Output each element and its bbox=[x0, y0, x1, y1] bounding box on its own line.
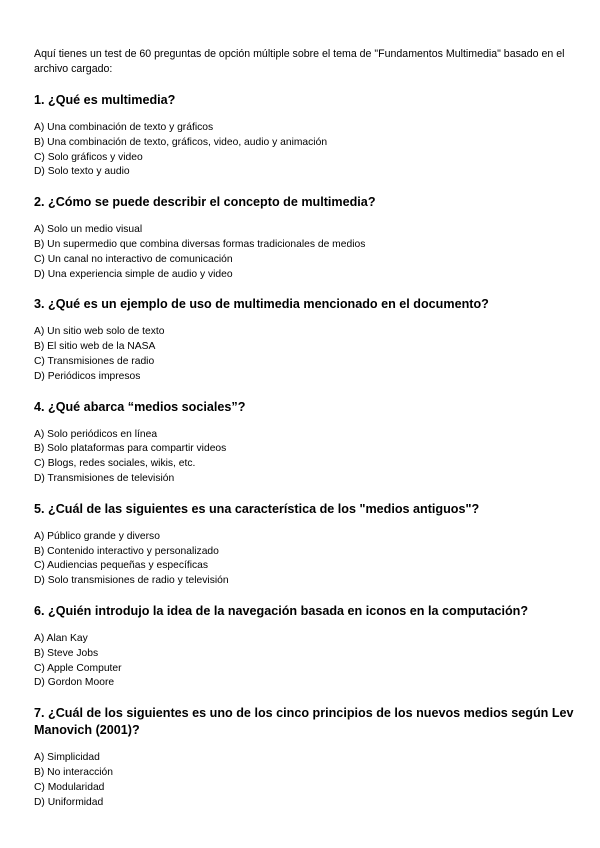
answer-options bbox=[34, 223, 574, 282]
answer-option: B) Contenido interactivo y personalizado bbox=[34, 545, 219, 557]
question-block bbox=[34, 296, 574, 384]
answer-option: D) Gordon Moore bbox=[34, 677, 115, 689]
answer-options bbox=[34, 632, 574, 691]
answer-option: D) Una experiencia simple de audio y video bbox=[34, 268, 233, 280]
answer-option: B) Una combinación de texto, gráficos, video, audio y animación bbox=[34, 136, 328, 148]
question-title: 4. ¿Qué abarca “medios sociales”? bbox=[34, 399, 246, 414]
answer-option: A) Público grande y diverso bbox=[34, 530, 160, 542]
answer-options bbox=[34, 530, 574, 589]
document-page bbox=[34, 47, 574, 824]
question-block bbox=[34, 399, 574, 487]
answer-option: B) El sitio web de la NASA bbox=[34, 341, 156, 353]
question-title: 3. ¿Qué es un ejemplo de uso de multimedia mencionado en el documento? bbox=[34, 297, 489, 312]
answer-option: A) Solo un medio visual bbox=[34, 224, 143, 236]
question-title: 7. ¿Cuál de los siguientes es uno de los cinco principios de los nuevos medios según Lev Manovich (2001)? bbox=[34, 706, 574, 738]
answer-option: C) Apple Computer bbox=[34, 662, 122, 674]
answer-option: D) Solo transmisiones de radio y televisión bbox=[34, 575, 229, 587]
answer-option: B) Solo plataformas para compartir videos bbox=[34, 443, 227, 455]
answer-option: A) Una combinación de texto y gráficos bbox=[34, 122, 214, 133]
question-title: 1. ¿Qué es multimedia? bbox=[34, 93, 176, 107]
answer-option: D) Transmisiones de televisión bbox=[34, 472, 175, 484]
answer-option: C) Transmisiones de radio bbox=[34, 355, 155, 367]
intro-text: Aquí tienes un test de 60 preguntas de opción múltiple sobre el tema de "Fundamentos Multimedia" basado en el archivo cargado: bbox=[34, 48, 565, 75]
question-title: 2. ¿Cómo se puede describir el concepto de multimedia? bbox=[34, 195, 376, 210]
answer-option: D) Solo texto y audio bbox=[34, 166, 130, 178]
answer-option: C) Modularidad bbox=[34, 781, 105, 793]
question-block bbox=[34, 92, 574, 180]
answer-options bbox=[34, 751, 574, 810]
answer-option: D) Uniformidad bbox=[34, 796, 104, 808]
question-title: 5. ¿Cuál de las siguientes es una característica de los "medios antiguos"? bbox=[34, 501, 480, 516]
question-title: 6. ¿Quién introdujo la idea de la navegación basada en iconos en la computación? bbox=[34, 603, 529, 618]
question-block bbox=[34, 194, 574, 282]
answer-option: C) Audiencias pequeñas y específicas bbox=[34, 560, 209, 572]
answer-option: A) Alan Kay bbox=[34, 632, 88, 644]
answer-option: A) Simplicidad bbox=[34, 752, 100, 764]
answer-option: B) Steve Jobs bbox=[34, 647, 99, 659]
answer-options bbox=[34, 325, 574, 384]
answer-option: C) Un canal no interactivo de comunicación bbox=[34, 253, 233, 265]
question-block bbox=[34, 705, 574, 810]
question-list bbox=[34, 92, 574, 810]
question-block bbox=[34, 501, 574, 589]
answer-option: B) Un supermedio que combina diversas formas tradicionales de medios bbox=[34, 238, 366, 250]
answer-option: A) Solo periódicos en línea bbox=[34, 428, 158, 440]
answer-option: D) Periódicos impresos bbox=[34, 370, 141, 382]
answer-options bbox=[34, 428, 574, 487]
question-block bbox=[34, 603, 574, 691]
answer-option: B) No interacción bbox=[34, 766, 113, 778]
answer-option: C) Solo gráficos y video bbox=[34, 151, 143, 163]
answer-option: C) Blogs, redes sociales, wikis, etc. bbox=[34, 458, 196, 470]
answer-options bbox=[34, 121, 574, 180]
answer-option: A) Un sitio web solo de texto bbox=[34, 326, 165, 338]
